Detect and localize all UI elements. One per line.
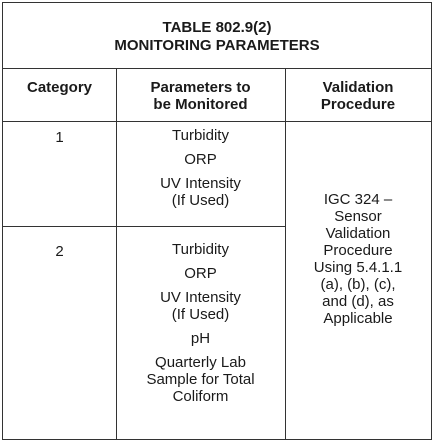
row-divider — [3, 226, 285, 227]
row-2-param-uv-intensity: UV Intensity — [160, 289, 241, 306]
header-validation-line2: Procedure — [320, 96, 396, 113]
validation-line-5: Using 5.4.1.1 — [313, 259, 403, 276]
row-2-param-lab-line1: Quarterly Lab — [155, 354, 246, 371]
validation-line-6: (a), (b), (c), — [320, 276, 396, 293]
validation-line-8: Applicable — [323, 310, 393, 327]
validation-line-7: and (d), as — [322, 293, 394, 310]
validation-line-4: Procedure — [323, 242, 393, 259]
header-category — [3, 69, 116, 121]
row-1-param-turbidity: Turbidity — [172, 127, 229, 144]
table-caption — [3, 3, 431, 69]
row-2-category-value: 2 — [55, 243, 64, 260]
header-category-label: Category — [26, 79, 93, 96]
header-row — [3, 69, 431, 122]
validation-line-3: Validation — [325, 225, 391, 242]
row-1-category-value: 1 — [55, 129, 64, 146]
row-1-param-orp: ORP — [184, 151, 217, 168]
header-validation — [285, 69, 431, 121]
row-2-parameters — [116, 241, 285, 405]
row-2-param-if-used: (If Used) — [171, 306, 230, 323]
row-1-parameters — [116, 127, 285, 209]
row-2-param-ph: pH — [190, 330, 211, 347]
row-2-param-lab-line2: Sample for Total — [146, 371, 255, 388]
table-subtitle: MONITORING PARAMETERS — [114, 37, 320, 54]
monitoring-parameters-table — [2, 2, 432, 440]
row-1-param-if-used: (If Used) — [171, 192, 230, 209]
validation-procedure-cell — [285, 191, 431, 327]
header-validation-line1: Validation — [322, 79, 394, 96]
header-parameters — [116, 69, 285, 121]
row-2-param-turbidity: Turbidity — [172, 241, 229, 258]
header-parameters-line1: Parameters to — [150, 79, 251, 96]
table-title: TABLE 802.9(2) — [162, 19, 272, 36]
validation-line-1: IGC 324 – — [323, 191, 393, 208]
row-1-category — [3, 129, 116, 146]
header-parameters-line2: be Monitored — [153, 96, 248, 113]
row-2-param-orp: ORP — [184, 265, 217, 282]
row-1-param-uv-intensity: UV Intensity — [160, 175, 241, 192]
row-2-category — [3, 243, 116, 260]
row-2-param-lab-line3: Coliform — [172, 388, 229, 405]
validation-line-2: Sensor — [334, 208, 382, 225]
